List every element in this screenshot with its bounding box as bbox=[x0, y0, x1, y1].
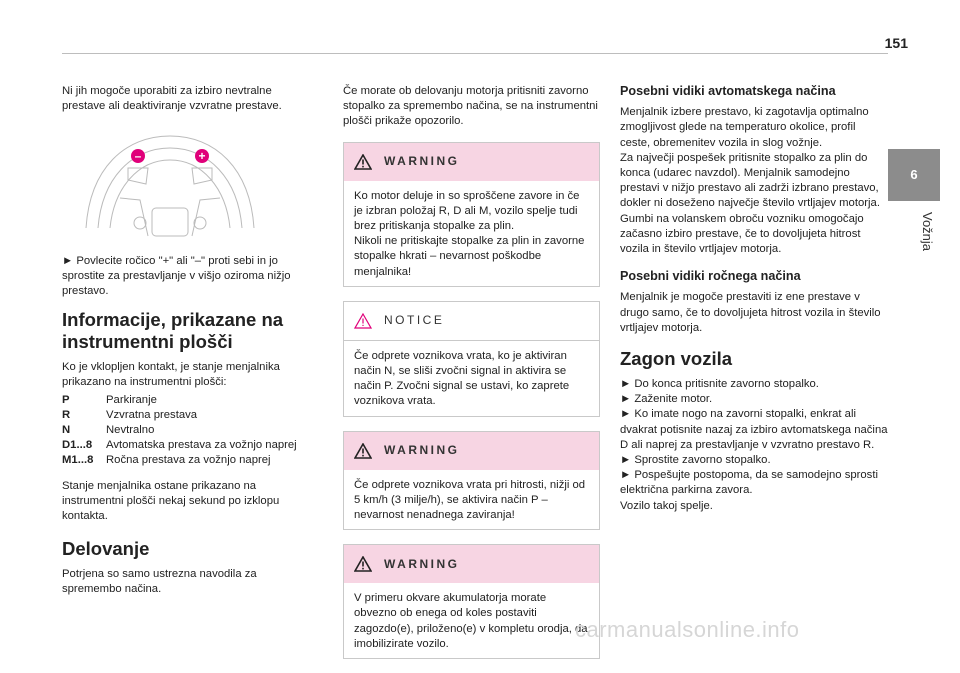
notice-title: NOTICE bbox=[384, 313, 445, 328]
warning-text: Če odprete voznikova vrata pri hitrosti, nižji od 5 km/h (3 milje/h), se aktivira način P – nevarnost nenadnega zaviranja! bbox=[354, 478, 586, 522]
warning-triangle-icon bbox=[354, 556, 372, 572]
operation-text: Potrjena so samo ustrezna navodila za spremembo načina. bbox=[62, 568, 257, 596]
warning-title: WARNING bbox=[384, 556, 460, 571]
notice-text: Če odprete voznikova vrata, ko je aktiviran način N, se sliši zvočni signal in aktivira se način P. Zvočni signal se ustavi, ko zaprete voznikova vrata. bbox=[354, 349, 570, 408]
instruction-text: ► Povlecite ročico "+" ali "–" proti sebi in jo sprostite za prestavljanje v višjo oziroma nižjo prestavo. bbox=[62, 254, 291, 298]
heading-info: Informacije, prikazane na instrumentni plošči bbox=[62, 309, 284, 353]
manual-mode-text: Menjalnik je mogoče prestaviti iz ene prestave v drugo samo, če to dovoljujeta hitrost vozila in število vrtljajev motorja. bbox=[620, 291, 881, 334]
gear-row: N Nevtralno bbox=[62, 424, 155, 437]
mode-change-text: Če morate ob delovanju motorja pritisniti zavorno stopalko za spremembo načina, se na instrumentni plošči prikaže opozorilo. bbox=[343, 85, 598, 128]
warning-text: V primeru okvare akumulatorja morate obvezno ob enega od koles postaviti zagozdo(e), priloženo(e) v kompletu orodja, da imobilizirate vozilo. bbox=[354, 592, 588, 650]
heading-operation: Delovanje bbox=[62, 538, 150, 560]
heading-auto-mode: Posebni vidiki avtomatskega načina bbox=[620, 84, 836, 98]
heading-manual-mode: Posebni vidiki ročnega načina bbox=[620, 269, 801, 284]
notice-box bbox=[343, 301, 600, 417]
warning-triangle-icon bbox=[354, 154, 372, 170]
warning-triangle-icon bbox=[354, 443, 372, 459]
intro-text: Ni jih mogoče uporabiti za izbiro nevtralne prestave ali deaktiviranje vzvratne prestave. bbox=[62, 85, 282, 113]
gear-table bbox=[62, 393, 297, 469]
steering-wheel-paddles-illustration bbox=[80, 128, 260, 238]
warning-box bbox=[343, 544, 600, 659]
svg-text:+: + bbox=[198, 149, 206, 164]
column-right bbox=[620, 84, 888, 523]
chapter-title: Vožnja bbox=[920, 212, 935, 252]
warning-box bbox=[343, 142, 600, 287]
page-number: 151 bbox=[884, 35, 908, 51]
svg-text:–: – bbox=[134, 149, 142, 164]
column-left bbox=[62, 84, 314, 607]
header-divider bbox=[62, 53, 888, 54]
gear-row: P Parkiranje bbox=[62, 393, 157, 406]
gear-row: D1...8 Avtomatska prestava za vožnjo naprej bbox=[62, 439, 297, 452]
gear-row: R Vzvratna prestava bbox=[62, 408, 198, 421]
auto-mode-text: Menjalnik izbere prestavo, ki zagotavlja optimalno zmogljivost glede na temperaturo okolice, profil ceste, obremenitev vozila in slog vožnje. Za največji pospešek pritisnite stopalko za plin do konca (udarec navzdol). Menjalnik samodejno prestavi v nižjo prestavo ali zadrži izbrano prestavo, dokler ni doseženo največje število vrtljajev motorja. Gumbi na volanskem obroču vozniku omogočajo začasno izbiro prestave, če to dovoljujeta hitrost vozila in število vrtljajev motorja. bbox=[620, 106, 880, 256]
chapter-tab[interactable]: 6 bbox=[888, 149, 940, 201]
warning-title: WARNING bbox=[384, 443, 460, 458]
info-after: Stanje menjalnika ostane prikazano na instrumentni plošči nekaj sekund po izklopu kontakta. bbox=[62, 479, 280, 523]
warning-box bbox=[343, 431, 600, 531]
warning-title: WARNING bbox=[384, 154, 460, 168]
watermark: carmanualsonline.info bbox=[575, 617, 800, 642]
column-middle bbox=[343, 84, 600, 673]
heading-start: Zagon vozila bbox=[620, 348, 733, 370]
warning-text: Ko motor deluje in so sproščene zavore in če je izbran položaj R, D ali M, vozilo spelje tudi brez pritiskanja stopalke za plin. Nikoli ne pritiskajte stopalke za plin in zavorne stopalke hkrati – nevarnost poškodbe menjalnika! bbox=[354, 189, 585, 278]
info-intro: Ko je vklopljen kontakt, je stanje menjalnika prikazano na instrumentni plošči: bbox=[62, 361, 280, 389]
gear-row: M1...8 Ročna prestava za vožnjo naprej bbox=[62, 454, 271, 467]
start-text: ► Do konca pritisnite zavorno stopalko. ► Zaženite motor. ► Ko imate nogo na zavorni stopalki, enkrat ali dvakrat potisnite nazaj za izbiro avtomatskega načina D ali naprej za prestavljanje v vzvratno prestavo R. ► Sprostite zavorno stopalko. ► Pospešujte postopoma, da se samodejno sprosti električna parkirna zavora. Vozilo takoj spelje. bbox=[620, 378, 888, 512]
notice-triangle-icon bbox=[354, 313, 372, 329]
